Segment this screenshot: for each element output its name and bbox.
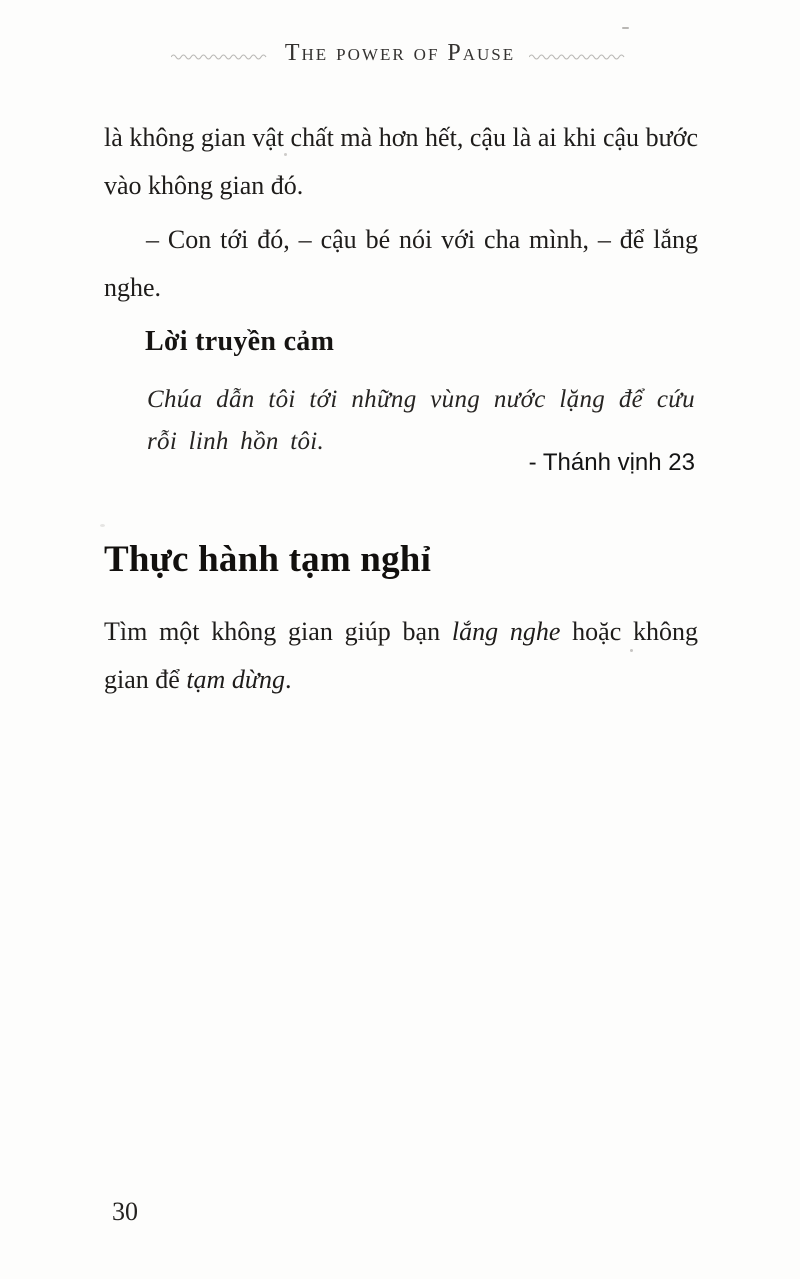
practice-italic-1: lắng nghe (451, 617, 561, 646)
squiggle-right-ornament (529, 49, 629, 67)
inspiration-quote: Chúa dẫn tôi tới những vùng nước lặng để cứu rỗi linh hồn tôi. (147, 386, 695, 455)
running-header-title: The power of Pause (284, 40, 516, 66)
practice-text-1: Tìm một không gian giúp bạn (104, 617, 452, 646)
practice-italic-2: tạm dừng (186, 665, 285, 694)
body-paragraph-1: là không gian vật chất mà hơn hết, cậu là ai khi cậu bước vào không gian đó. (104, 123, 698, 200)
scan-speck (630, 649, 633, 652)
page-number: 30 (112, 1197, 138, 1226)
quote-attribution: - Thánh vịnh 23 (528, 449, 695, 476)
scan-speck (100, 524, 105, 527)
practice-text-3: . (285, 665, 292, 694)
scan-speck (284, 153, 287, 156)
section-heading-practice: Thực hành tạm nghỉ (104, 539, 432, 580)
practice-text-2: hoặc không gian để (104, 617, 698, 694)
running-header (0, 40, 800, 67)
scan-speck (622, 27, 629, 29)
practice-paragraph (104, 608, 698, 704)
body-paragraph-2-dialogue: – Con tới đó, – cậu bé nói với cha mình, – để lắng nghe. (104, 225, 698, 302)
inspiration-heading: Lời truyền cảm (145, 326, 335, 357)
squiggle-left-ornament (171, 49, 271, 67)
